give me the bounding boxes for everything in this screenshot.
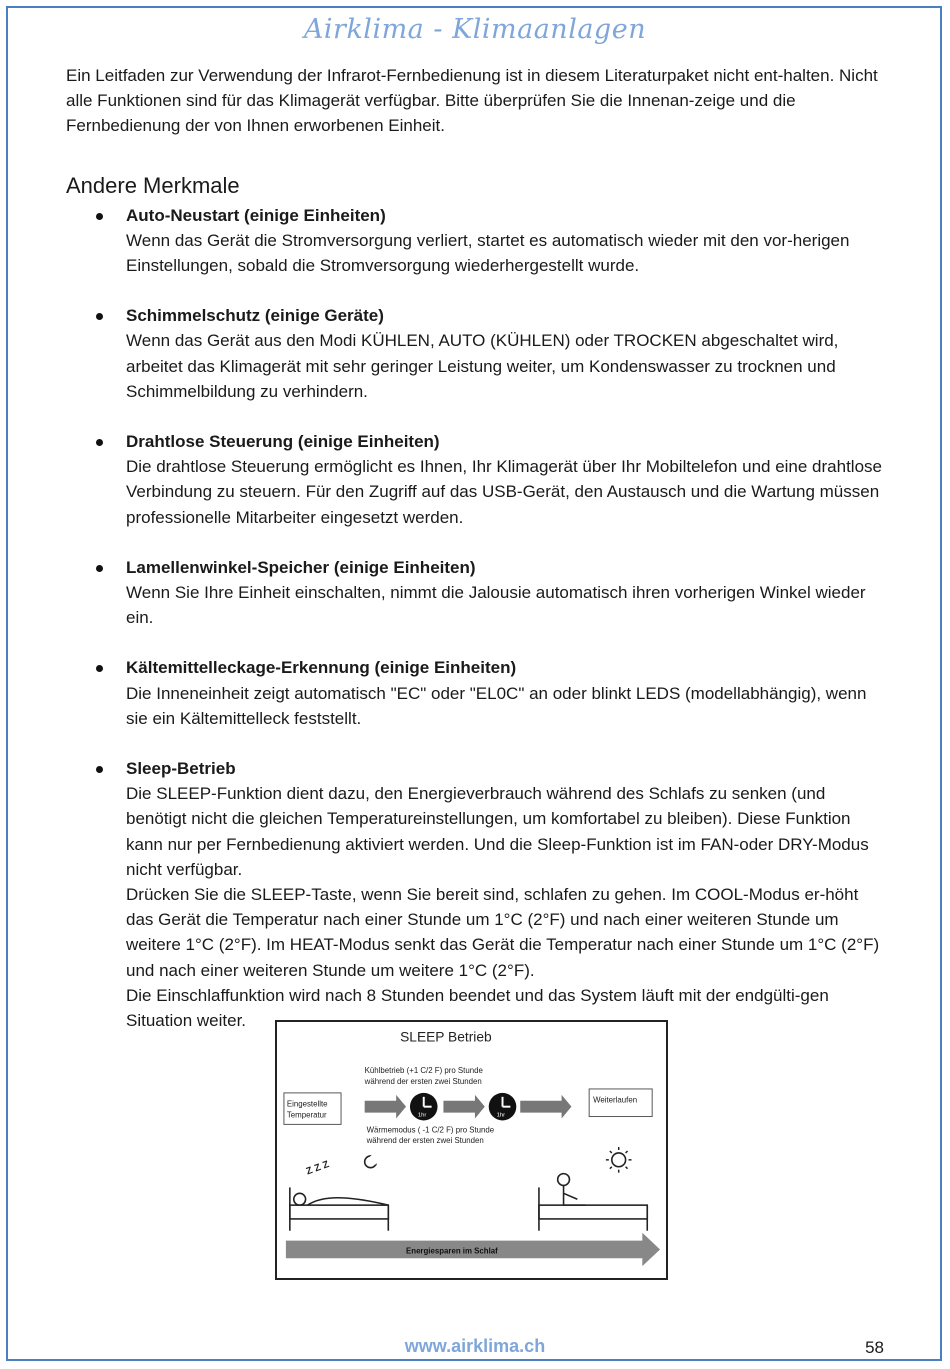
- feature-item: [66, 429, 886, 530]
- feature-text: Wenn das Gerät die Stromversorgung verliert, startet es automatisch wieder mit den vor-herigen Einstellungen, sobald die Stromversorgung wiederhergestellt wurde.: [126, 230, 850, 276]
- bullet-icon: [96, 439, 103, 446]
- awake-person-icon: [539, 1174, 647, 1231]
- diagram-cool-line2: während der ersten zwei Stunden: [364, 1077, 482, 1087]
- page-number: 58: [865, 1338, 884, 1357]
- feature-item: [66, 655, 886, 731]
- bullet-icon: [96, 213, 103, 220]
- clock-label: 1hr: [417, 1112, 427, 1119]
- footer-website-link[interactable]: www.airklima.ch: [404, 1336, 546, 1356]
- energy-saving-label: Energiesparen im Schlaf: [406, 1246, 498, 1256]
- feature-title: Schimmelschutz (einige Geräte): [126, 306, 384, 326]
- feature-text: Die Einschlaffunktion wird nach 8 Stunden beendet und das System läuft mit der endgülti-gen Situation weiter.: [126, 985, 829, 1031]
- bullet-icon: [96, 565, 103, 572]
- sleeping-person-icon: [290, 1187, 388, 1230]
- zzz-label: Z Z Z: [304, 1159, 331, 1178]
- sun-icon: [606, 1147, 632, 1173]
- clock-icon: [410, 1093, 438, 1121]
- feature-title: Auto-Neustart (einige Einheiten): [126, 205, 386, 225]
- bullet-icon: [96, 766, 103, 773]
- feature-text: Wenn Sie Ihre Einheit einschalten, nimmt die Jalousie automatisch ihren vorherigen Winkel wieder ein.: [126, 583, 866, 628]
- diagram-title: SLEEP Betrieb: [400, 1029, 492, 1045]
- diagram-cool-line1: Kühlbetrieb (+1 C/2 F) pro Stunde: [364, 1066, 483, 1076]
- feature-title: Drahtlose Steuerung (einige Einheiten): [126, 432, 440, 452]
- section-heading: Andere Merkmale: [66, 172, 240, 198]
- arrow-icon: [443, 1095, 484, 1119]
- arrow-icon: [365, 1095, 406, 1119]
- continue-label: Weiterlaufen: [593, 1095, 638, 1105]
- feature-text: Drücken Sie die SLEEP-Taste, wenn Sie bereit sind, schlafen zu gehen. Im COOL-Modus er-höht das Gerät die Temperatur nach einer Stunde um 1°C (2°F) und nach einer weiteren Stunde um weitere 1°C (2°F). Im HEAT-Modus senkt das Gerät die Temperatur nach einer Stunde um 1°C (2°F) und nach einer weiteren Stunde um weitere 1°C (2°F).: [126, 885, 880, 980]
- feature-text: Wenn das Gerät aus den Modi KÜHLEN, AUTO (KÜHLEN) oder TROCKEN abgeschaltet wird, arbeitet das Klimagerät mit sehr geringer Leistung weiter, um Kondenswasser zu trocknen und Schimmelbildung zu verhindern.: [126, 331, 839, 401]
- feature-item: [66, 203, 886, 279]
- feature-list: [66, 203, 886, 1034]
- feature-title: Sleep-Betrieb: [126, 759, 236, 779]
- page-header-title: Airklima - Klimaanlagen: [303, 14, 647, 45]
- feature-item: [66, 303, 886, 404]
- clock-label: 1hr: [496, 1112, 506, 1119]
- energy-saving-arrow: [286, 1233, 660, 1266]
- feature-text: Die Inneneinheit zeigt automatisch "EC" oder "EL0C" an oder blinkt LEDS (modellabhängig), wenn sie ein Kältemittelleck feststellt.: [126, 683, 867, 728]
- bullet-icon: [96, 665, 103, 672]
- feature-title: Kältemittelleckage-Erkennung (einige Einheiten): [126, 658, 517, 678]
- feature-item: [66, 756, 886, 1033]
- feature-title: Lamellenwinkel-Speicher (einige Einheiten): [126, 557, 476, 577]
- feature-text: Die SLEEP-Funktion dient dazu, den Energieverbrauch während des Schlafs zu senken (und benötigt nicht die gleichen Temperatureinstellungen, um komfortabel zu bleiben). Diese Funktion kann nur per Fernbedienung aktiviert werden. Und die Sleep-Funktion ist im FAN-oder DRY-Modus nicht verfügbar.: [126, 784, 869, 879]
- clock-icon: [489, 1093, 517, 1121]
- feature-item: [66, 555, 886, 631]
- diagram-heat-line2: während der ersten zwei Stunden: [366, 1136, 484, 1146]
- intro-paragraph: Ein Leitfaden zur Verwendung der Infrarot-Fernbedienung ist in diesem Literaturpaket nicht ent-halten. Nicht alle Funktionen sind für das Klimagerät verfügbar. Bitte überprüfen Sie die Innenan-zeige und die Fernbedienung der von Ihnen erworbenen Einheit.: [66, 66, 878, 136]
- sleep-diagram: [275, 1020, 668, 1280]
- feature-text: Die drahtlose Steuerung ermöglicht es Ihnen, Ihr Klimagerät über Ihr Mobiltelefon und eine drahtlose Verbindung zu steuern. Für den Zugriff auf das USB-Gerät, den Austausch und die Wartung müssen professionelle Mitarbeiter eingesetzt werden.: [126, 457, 882, 527]
- arrow-icon: [520, 1095, 571, 1119]
- set-temperature-line1: Eingestellte: [286, 1099, 328, 1109]
- main-content: [66, 63, 886, 1058]
- diagram-heat-line1: Wärmemodus ( -1 C/2 F) pro Stunde: [366, 1125, 495, 1135]
- bullet-icon: [96, 313, 103, 320]
- moon-icon: [365, 1155, 379, 1168]
- set-temperature-line2: Temperatur: [286, 1110, 327, 1120]
